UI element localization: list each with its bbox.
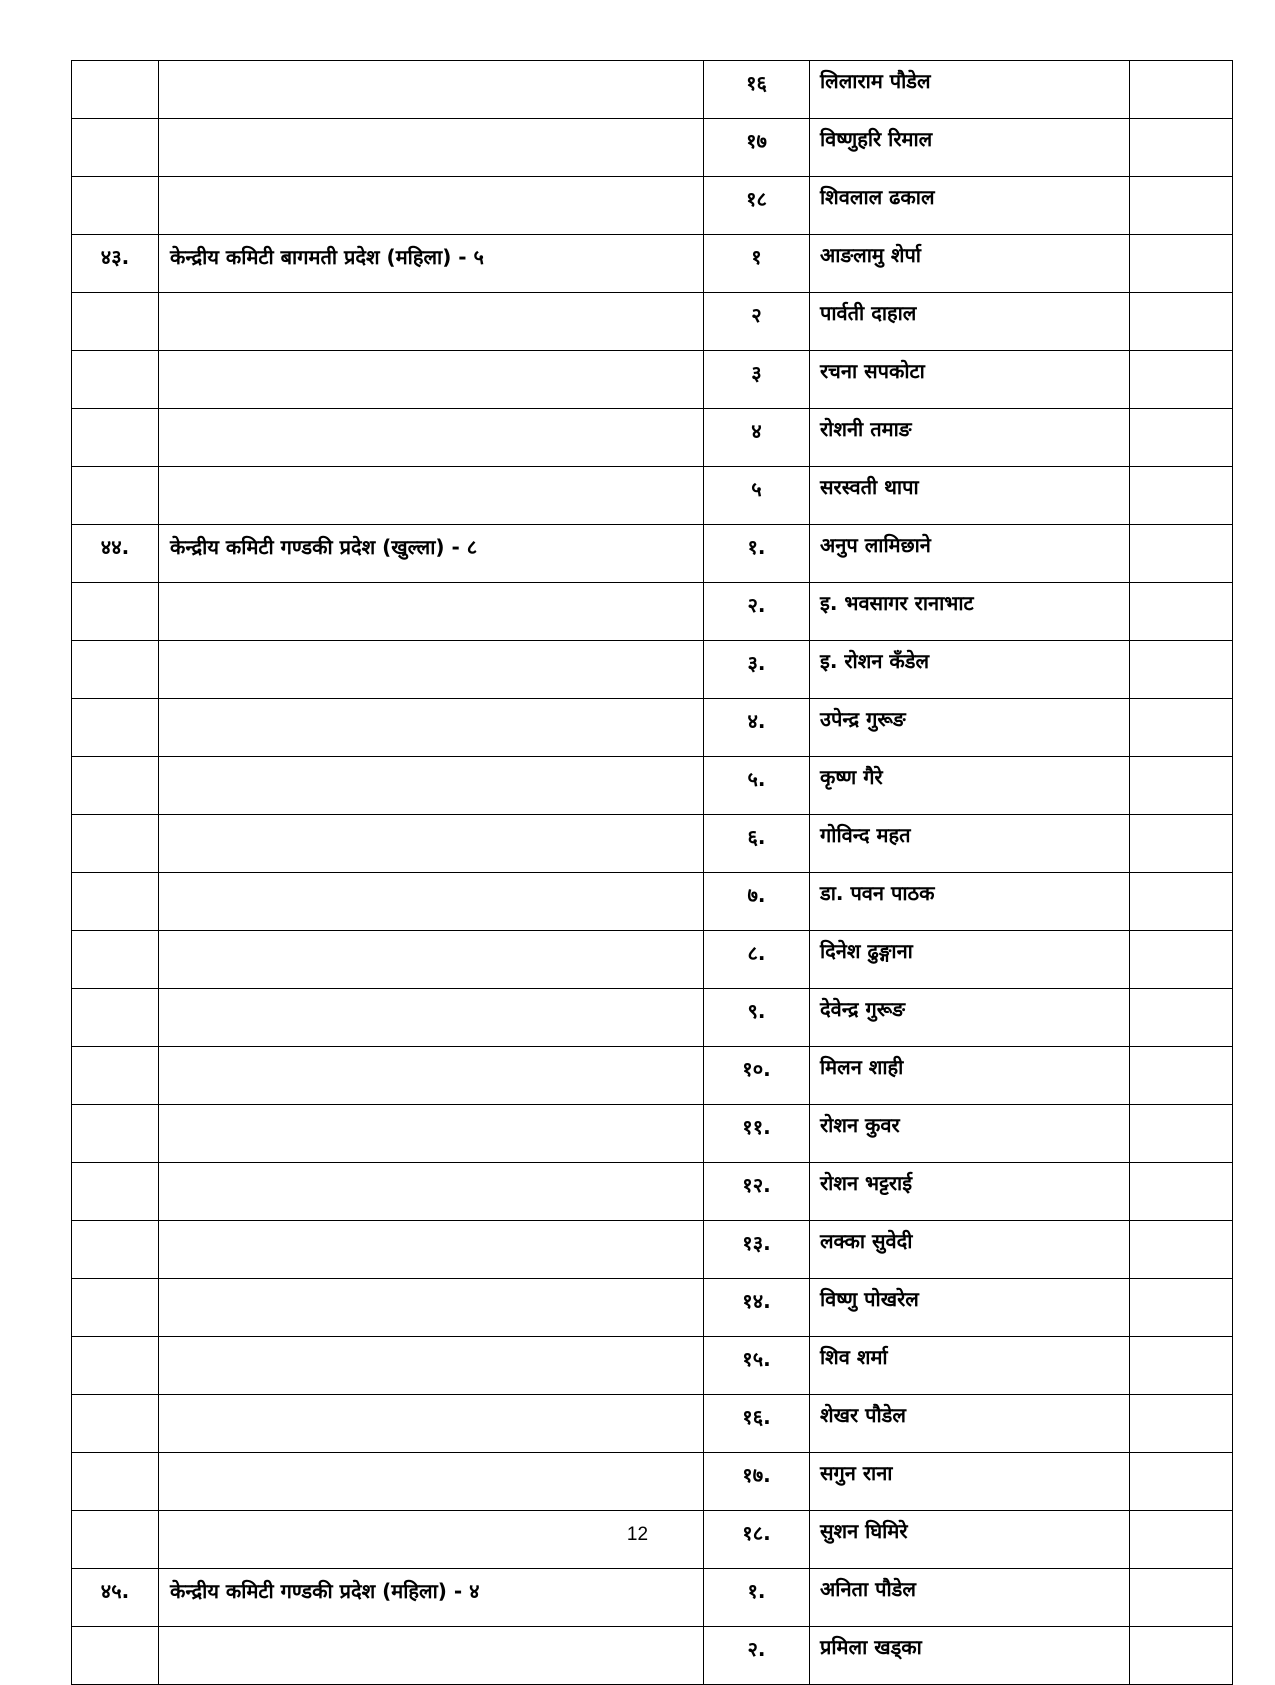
remarks-cell <box>1130 757 1233 815</box>
member-name-cell: लिलाराम पौडेल <box>810 61 1130 119</box>
serial-number-cell <box>72 1221 159 1279</box>
member-name-cell: कृष्ण गैरे <box>810 757 1130 815</box>
member-number-cell: १४. <box>704 1279 810 1337</box>
remarks-cell <box>1130 1627 1233 1685</box>
serial-number-cell <box>72 1395 159 1453</box>
committee-name-cell <box>159 1163 704 1221</box>
table-row <box>72 293 1233 351</box>
committee-name-cell <box>159 1453 704 1511</box>
member-name-cell: रोशन कुवर <box>810 1105 1130 1163</box>
committee-name-cell: केन्द्रीय कमिटी गण्डकी प्रदेश (खुल्ला) - ८ <box>159 525 704 583</box>
committee-name-cell <box>159 409 704 467</box>
table-row <box>72 931 1233 989</box>
member-number-cell: १६. <box>704 1395 810 1453</box>
member-number-cell: १ <box>704 235 810 293</box>
remarks-cell <box>1130 1279 1233 1337</box>
serial-number-cell <box>72 1047 159 1105</box>
committee-name-cell <box>159 1627 704 1685</box>
table-row <box>72 1453 1233 1511</box>
member-number-cell: ६. <box>704 815 810 873</box>
table-row <box>72 235 1233 293</box>
remarks-cell <box>1130 1221 1233 1279</box>
member-number-cell: २. <box>704 1627 810 1685</box>
serial-number-cell <box>72 641 159 699</box>
member-name-cell: मिलन शाही <box>810 1047 1130 1105</box>
table-row <box>72 1395 1233 1453</box>
member-number-cell: १. <box>704 525 810 583</box>
member-name-cell: रोशन भट्टराई <box>810 1163 1130 1221</box>
member-name-cell: सुशन घिमिरे <box>810 1511 1130 1569</box>
serial-number-cell <box>72 1337 159 1395</box>
member-name-cell: गोविन्द महत <box>810 815 1130 873</box>
remarks-cell <box>1130 873 1233 931</box>
committee-name-cell <box>159 177 704 235</box>
remarks-cell <box>1130 1163 1233 1221</box>
table-row <box>72 409 1233 467</box>
serial-number-cell: ४३. <box>72 235 159 293</box>
member-name-cell: शिवलाल ढकाल <box>810 177 1130 235</box>
member-number-cell: ४. <box>704 699 810 757</box>
member-number-cell: १७ <box>704 119 810 177</box>
serial-number-cell <box>72 467 159 525</box>
member-number-cell: ५. <box>704 757 810 815</box>
remarks-cell <box>1130 815 1233 873</box>
member-name-cell: इ. भवसागर रानाभाट <box>810 583 1130 641</box>
member-number-cell: ३ <box>704 351 810 409</box>
member-name-cell: रचना सपकोटा <box>810 351 1130 409</box>
table-row <box>72 873 1233 931</box>
member-name-cell: इ. रोशन कँडेल <box>810 641 1130 699</box>
table-row <box>72 61 1233 119</box>
page-number: 12 <box>626 1524 649 1545</box>
serial-number-cell <box>72 409 159 467</box>
table-row <box>72 1337 1233 1395</box>
remarks-cell <box>1130 1453 1233 1511</box>
member-number-cell: १०. <box>704 1047 810 1105</box>
serial-number-cell: ४५. <box>72 1569 159 1627</box>
member-number-cell: १५. <box>704 1337 810 1395</box>
member-name-cell: अनिता पौडेल <box>810 1569 1130 1627</box>
committee-name-cell <box>159 351 704 409</box>
serial-number-cell <box>72 699 159 757</box>
serial-number-cell <box>72 1627 159 1685</box>
member-name-cell: दिनेश ढुङ्गाना <box>810 931 1130 989</box>
table-row <box>72 989 1233 1047</box>
member-name-cell: प्रमिला खड्का <box>810 1627 1130 1685</box>
member-name-cell: लक्का सुवेदी <box>810 1221 1130 1279</box>
member-name-cell: पार्वती दाहाल <box>810 293 1130 351</box>
member-name-cell: अनुप लामिछाने <box>810 525 1130 583</box>
committee-name-cell <box>159 873 704 931</box>
committee-name-cell <box>159 119 704 177</box>
serial-number-cell <box>72 293 159 351</box>
committee-name-cell <box>159 467 704 525</box>
member-name-cell: शेखर पौडेल <box>810 1395 1130 1453</box>
member-name-cell: विष्णु पोखरेल <box>810 1279 1130 1337</box>
committee-name-cell <box>159 989 704 1047</box>
remarks-cell <box>1130 989 1233 1047</box>
committee-name-cell <box>159 61 704 119</box>
serial-number-cell <box>72 583 159 641</box>
remarks-cell <box>1130 293 1233 351</box>
committee-name-cell <box>159 583 704 641</box>
serial-number-cell <box>72 815 159 873</box>
committee-members-table <box>71 60 1233 1685</box>
serial-number-cell <box>72 61 159 119</box>
table-row <box>72 757 1233 815</box>
member-name-cell: सगुन राना <box>810 1453 1130 1511</box>
remarks-cell <box>1130 235 1233 293</box>
member-name-cell: उपेन्द्र गुरूङ <box>810 699 1130 757</box>
serial-number-cell <box>72 351 159 409</box>
remarks-cell <box>1130 409 1233 467</box>
table-row <box>72 583 1233 641</box>
member-number-cell: १८. <box>704 1511 810 1569</box>
member-number-cell: ४ <box>704 409 810 467</box>
serial-number-cell <box>72 873 159 931</box>
remarks-cell <box>1130 467 1233 525</box>
serial-number-cell <box>72 989 159 1047</box>
member-number-cell: १७. <box>704 1453 810 1511</box>
remarks-cell <box>1130 699 1233 757</box>
member-number-cell: ३. <box>704 641 810 699</box>
member-number-cell: ८. <box>704 931 810 989</box>
committee-name-cell <box>159 699 704 757</box>
member-name-cell: शिव शर्मा <box>810 1337 1130 1395</box>
member-number-cell: १३. <box>704 1221 810 1279</box>
table-row <box>72 525 1233 583</box>
committee-name-cell <box>159 293 704 351</box>
serial-number-cell: ४४. <box>72 525 159 583</box>
member-number-cell: २. <box>704 583 810 641</box>
table-row <box>72 1221 1233 1279</box>
remarks-cell <box>1130 525 1233 583</box>
serial-number-cell <box>72 1453 159 1511</box>
table-row <box>72 351 1233 409</box>
remarks-cell <box>1130 583 1233 641</box>
remarks-cell <box>1130 1569 1233 1627</box>
committee-name-cell <box>159 1279 704 1337</box>
member-number-cell: ९. <box>704 989 810 1047</box>
remarks-cell <box>1130 1105 1233 1163</box>
table-row <box>72 1569 1233 1627</box>
member-name-cell: देवेन्द्र गुरूङ <box>810 989 1130 1047</box>
table-row <box>72 1105 1233 1163</box>
serial-number-cell <box>72 931 159 989</box>
committee-name-cell <box>159 1105 704 1163</box>
table-row <box>72 641 1233 699</box>
table-row <box>72 699 1233 757</box>
member-number-cell: २ <box>704 293 810 351</box>
committee-name-cell <box>159 1221 704 1279</box>
member-name-cell: रोशनी तमाङ <box>810 409 1130 467</box>
remarks-cell <box>1130 177 1233 235</box>
remarks-cell <box>1130 119 1233 177</box>
member-number-cell: १८ <box>704 177 810 235</box>
serial-number-cell <box>72 1279 159 1337</box>
member-name-cell: आङलामु शेर्पा <box>810 235 1130 293</box>
serial-number-cell <box>72 177 159 235</box>
remarks-cell <box>1130 351 1233 409</box>
table-row <box>72 119 1233 177</box>
remarks-cell <box>1130 1337 1233 1395</box>
committee-name-cell: केन्द्रीय कमिटी बागमती प्रदेश (महिला) - ५ <box>159 235 704 293</box>
member-number-cell: १६ <box>704 61 810 119</box>
committee-name-cell <box>159 1395 704 1453</box>
table-row <box>72 467 1233 525</box>
remarks-cell <box>1130 61 1233 119</box>
member-number-cell: ५ <box>704 467 810 525</box>
table-row <box>72 177 1233 235</box>
remarks-cell <box>1130 641 1233 699</box>
serial-number-cell <box>72 119 159 177</box>
committee-name-cell <box>159 1047 704 1105</box>
member-number-cell: ११. <box>704 1105 810 1163</box>
committee-name-cell: केन्द्रीय कमिटी गण्डकी प्रदेश (महिला) - ४ <box>159 1569 704 1627</box>
member-number-cell: १२. <box>704 1163 810 1221</box>
committee-name-cell <box>159 1337 704 1395</box>
table-row <box>72 815 1233 873</box>
committee-name-cell <box>159 641 704 699</box>
member-name-cell: विष्णुहरि रिमाल <box>810 119 1130 177</box>
serial-number-cell <box>72 1163 159 1221</box>
remarks-cell <box>1130 1047 1233 1105</box>
committee-name-cell <box>159 931 704 989</box>
table-row <box>72 1627 1233 1685</box>
table-row <box>72 1163 1233 1221</box>
member-name-cell: डा. पवन पाठक <box>810 873 1130 931</box>
committee-name-cell <box>159 757 704 815</box>
remarks-cell <box>1130 931 1233 989</box>
member-number-cell: १. <box>704 1569 810 1627</box>
member-name-cell: सरस्वती थापा <box>810 467 1130 525</box>
committee-name-cell <box>159 815 704 873</box>
serial-number-cell <box>72 757 159 815</box>
table-row <box>72 1279 1233 1337</box>
serial-number-cell <box>72 1105 159 1163</box>
table-row <box>72 1047 1233 1105</box>
member-number-cell: ७. <box>704 873 810 931</box>
remarks-cell <box>1130 1395 1233 1453</box>
